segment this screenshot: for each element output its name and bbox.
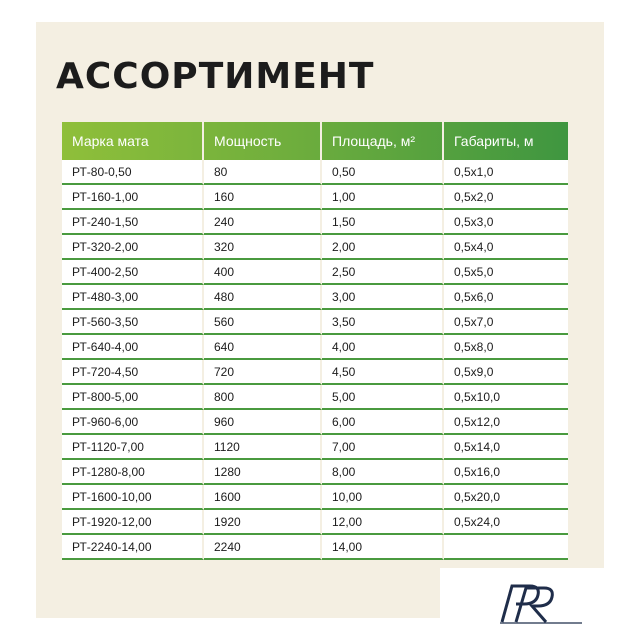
pr-logo [496, 582, 586, 626]
cell-power: 240 [204, 210, 322, 235]
cell-model: РТ-80-0,50 [62, 160, 204, 185]
table-row [62, 410, 568, 435]
table-header-row [62, 122, 568, 160]
cell-model: РТ-720-4,50 [62, 360, 204, 385]
cell-power: 1280 [204, 460, 322, 485]
cell-power: 1920 [204, 510, 322, 535]
cell-power: 160 [204, 185, 322, 210]
table-row [62, 510, 568, 535]
table-row [62, 260, 568, 285]
cell-model: РТ-960-6,00 [62, 410, 204, 435]
assortment-table [62, 122, 568, 560]
table-row [62, 285, 568, 310]
cell-power: 640 [204, 335, 322, 360]
cell-area: 2,50 [322, 260, 444, 285]
cell-power: 480 [204, 285, 322, 310]
cell-dimensions: 0,5x6,0 [444, 285, 568, 310]
cell-area: 5,00 [322, 385, 444, 410]
cell-area: 4,50 [322, 360, 444, 385]
table-row [62, 235, 568, 260]
cell-dimensions: 0,5x12,0 [444, 410, 568, 435]
cell-model: РТ-640-4,00 [62, 335, 204, 360]
cell-area: 3,50 [322, 310, 444, 335]
cell-power: 1120 [204, 435, 322, 460]
cell-area: 6,00 [322, 410, 444, 435]
cell-model: РТ-2240-14,00 [62, 535, 204, 560]
table-row [62, 535, 568, 560]
cell-area: 1,50 [322, 210, 444, 235]
page-title: АССОРТИМЕНТ [56, 56, 375, 97]
cell-model: РТ-160-1,00 [62, 185, 204, 210]
cell-model: РТ-1600-10,00 [62, 485, 204, 510]
cell-power: 560 [204, 310, 322, 335]
table-row [62, 460, 568, 485]
cell-power: 1600 [204, 485, 322, 510]
cell-dimensions: 0,5x8,0 [444, 335, 568, 360]
cell-power: 400 [204, 260, 322, 285]
cell-model: РТ-240-1,50 [62, 210, 204, 235]
header-area: Площадь, м² [322, 122, 444, 160]
cell-area: 14,00 [322, 535, 444, 560]
table-row [62, 485, 568, 510]
cell-area: 1,00 [322, 185, 444, 210]
cell-dimensions: 0,5x16,0 [444, 460, 568, 485]
cell-model: РТ-400-2,50 [62, 260, 204, 285]
cell-area: 12,00 [322, 510, 444, 535]
table-row [62, 385, 568, 410]
table-row [62, 185, 568, 210]
cell-model: РТ-560-3,50 [62, 310, 204, 335]
cell-model: РТ-480-3,00 [62, 285, 204, 310]
cell-dimensions: 0,5x9,0 [444, 360, 568, 385]
cell-dimensions: 0,5x24,0 [444, 510, 568, 535]
cell-dimensions: 0,5x10,0 [444, 385, 568, 410]
cell-area: 0,50 [322, 160, 444, 185]
table-row [62, 160, 568, 185]
cell-model: РТ-1280-8,00 [62, 460, 204, 485]
cell-dimensions: 0,5x14,0 [444, 435, 568, 460]
table-body [62, 160, 568, 560]
cell-dimensions: 0,5x2,0 [444, 185, 568, 210]
cell-dimensions: 0,5x7,0 [444, 310, 568, 335]
cell-model: РТ-1920-12,00 [62, 510, 204, 535]
cell-power: 80 [204, 160, 322, 185]
table-row [62, 310, 568, 335]
cell-power: 2240 [204, 535, 322, 560]
table-row [62, 210, 568, 235]
cell-dimensions [444, 535, 568, 560]
header-model: Марка мата [62, 122, 204, 160]
cell-model: РТ-320-2,00 [62, 235, 204, 260]
cell-dimensions: 0,5x1,0 [444, 160, 568, 185]
cell-dimensions: 0,5x20,0 [444, 485, 568, 510]
assortment-poster [36, 22, 604, 618]
table-row [62, 360, 568, 385]
cell-area: 8,00 [322, 460, 444, 485]
cell-model: РТ-800-5,00 [62, 385, 204, 410]
cell-area: 7,00 [322, 435, 444, 460]
cell-dimensions: 0,5x5,0 [444, 260, 568, 285]
cell-area: 4,00 [322, 335, 444, 360]
cell-area: 10,00 [322, 485, 444, 510]
table-row [62, 335, 568, 360]
table-row [62, 435, 568, 460]
cell-power: 720 [204, 360, 322, 385]
cell-power: 800 [204, 385, 322, 410]
cell-area: 3,00 [322, 285, 444, 310]
header-dimensions: Габариты, м [454, 133, 534, 149]
cell-area: 2,00 [322, 235, 444, 260]
cell-dimensions: 0,5x3,0 [444, 210, 568, 235]
cell-power: 960 [204, 410, 322, 435]
cell-model: РТ-1120-7,00 [62, 435, 204, 460]
header-power: Мощность [204, 122, 322, 160]
cell-power: 320 [204, 235, 322, 260]
watermark-area [440, 568, 640, 640]
cell-dimensions: 0,5x4,0 [444, 235, 568, 260]
